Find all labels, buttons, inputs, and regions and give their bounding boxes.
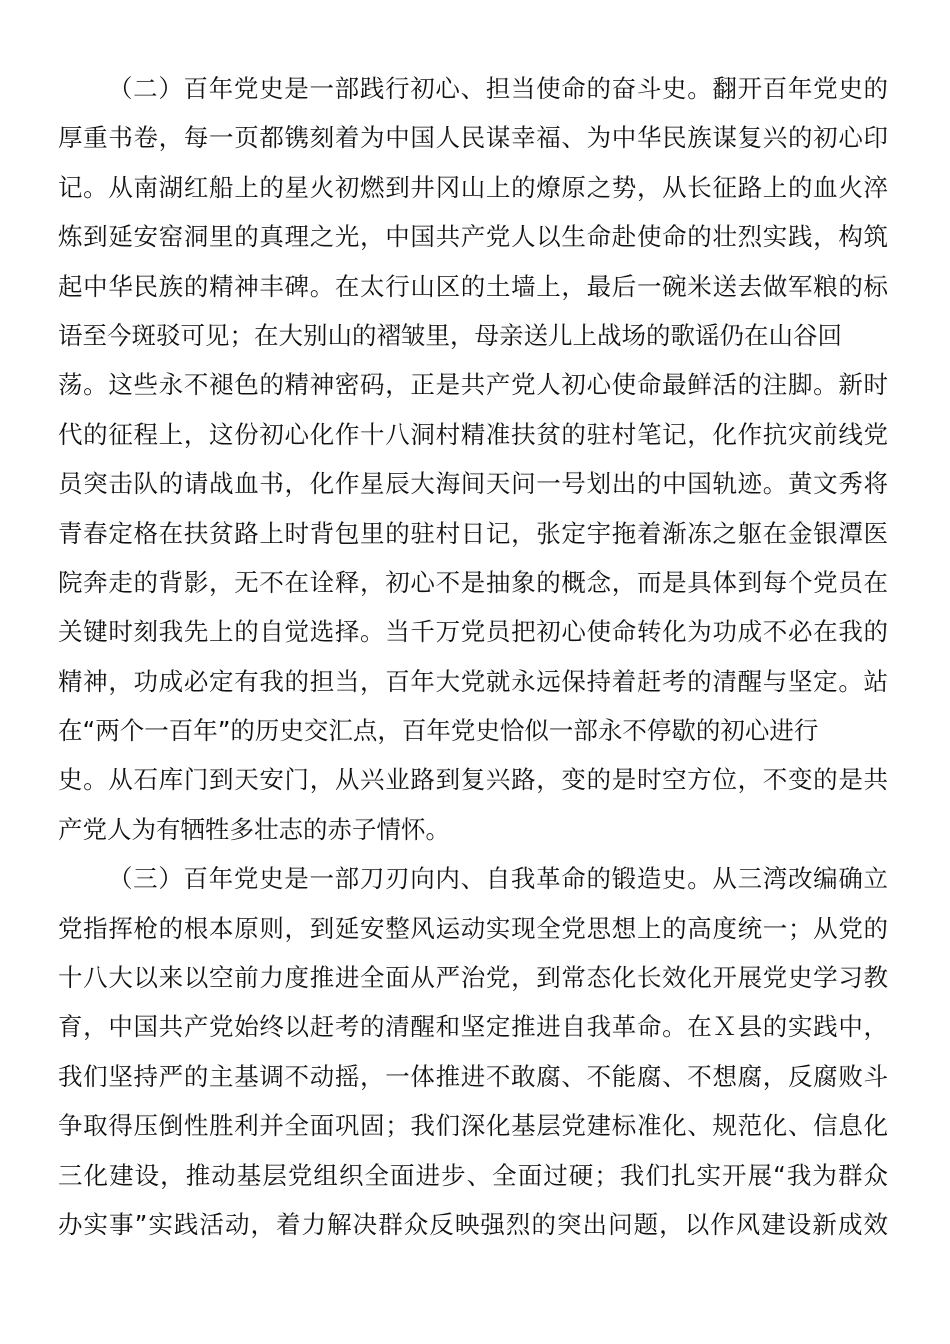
text-line: 产党人为有牺牲多壮志的赤子情怀。 [58, 814, 450, 844]
text-line: （三）百年党史是一部刀刃向内、自我革命的锻造史。从三湾改编确立 [108, 864, 888, 894]
text-line: 代的征程上，这份初心化作十八洞村精准扶贫的驻村笔记，化作抗灾前线党 [58, 419, 888, 449]
paragraph-3 [58, 854, 888, 1249]
text-line: 争取得压倒性胜利并全面巩固；我们深化基层党建标准化、规范化、信息化 [58, 1111, 888, 1141]
text-line: 三化建设，推动基层党组织全面进步、全面过硬；我们扎实开展“我为群众 [58, 1160, 888, 1190]
text-line: 育，中国共产党始终以赶考的清醒和坚定推进自我革命。在Ｘ县的实践中， [58, 1012, 888, 1042]
text-line: 党指挥枪的根本原则，到延安整风运动实现全党思想上的高度统一；从党的 [58, 913, 888, 943]
text-line: 青春定格在扶贫路上时背包里的驻村日记，张定宇拖着渐冻之躯在金银潭医 [58, 518, 888, 548]
text-line: 院奔走的背影，无不在诠释，初心不是抽象的概念，而是具体到每个党员在 [58, 567, 888, 597]
text-line: （二）百年党史是一部践行初心、担当使命的奋斗史。翻开百年党史的 [108, 74, 888, 103]
text-line: 厚重书卷，每一页都镌刻着为中国人民谋幸福、为中华民族谋复兴的初心印 [58, 123, 888, 153]
text-line: 起中华民族的精神丰碑。在太行山区的土墙上，最后一碗米送去做军粮的标 [58, 271, 888, 301]
document-body [58, 64, 888, 1249]
text-line: 在“两个一百年”的历史交汇点，百年党史恰似一部永不停歇的初心进行 [58, 716, 819, 746]
text-line: 炼到延安窑洞里的真理之光，中国共产党人以生命赴使命的壮烈实践，构筑 [58, 222, 888, 252]
text-line: 精神，功成必定有我的担当，百年大党就永远保持着赶考的清醒与坚定。站 [58, 666, 888, 696]
text-line: 十八大以来以空前力度推进全面从严治党，到常态化长效化开展党史学习教 [58, 963, 888, 993]
text-line: 办实事”实践活动，着力解决群众反映强烈的突出问题，以作风建设新成效 [58, 1209, 888, 1239]
text-line: 记。从南湖红船上的星火初燃到井冈山上的燎原之势，从长征路上的血火淬 [58, 172, 888, 202]
text-line: 我们坚持严的主基调不动摇，一体推进不敢腐、不能腐、不想腐，反腐败斗 [58, 1061, 888, 1091]
text-line: 史。从石库门到天安门，从兴业路到复兴路，变的是时空方位，不变的是共 [58, 765, 888, 795]
paragraph-2 [58, 64, 888, 854]
text-line: 荡。这些永不褪色的精神密码，正是共产党人初心使命最鲜活的注脚。新时 [58, 370, 888, 400]
text-line: 语至今斑驳可见；在大别山的褶皱里，母亲送儿上战场的歌谣仍在山谷回 [58, 320, 842, 350]
text-line: 关键时刻我先上的自觉选择。当千万党员把初心使命转化为功成不必在我的 [58, 617, 888, 647]
text-line: 员突击队的请战血书，化作星辰大海间天问一号划出的中国轨迹。黄文秀将 [58, 469, 888, 499]
